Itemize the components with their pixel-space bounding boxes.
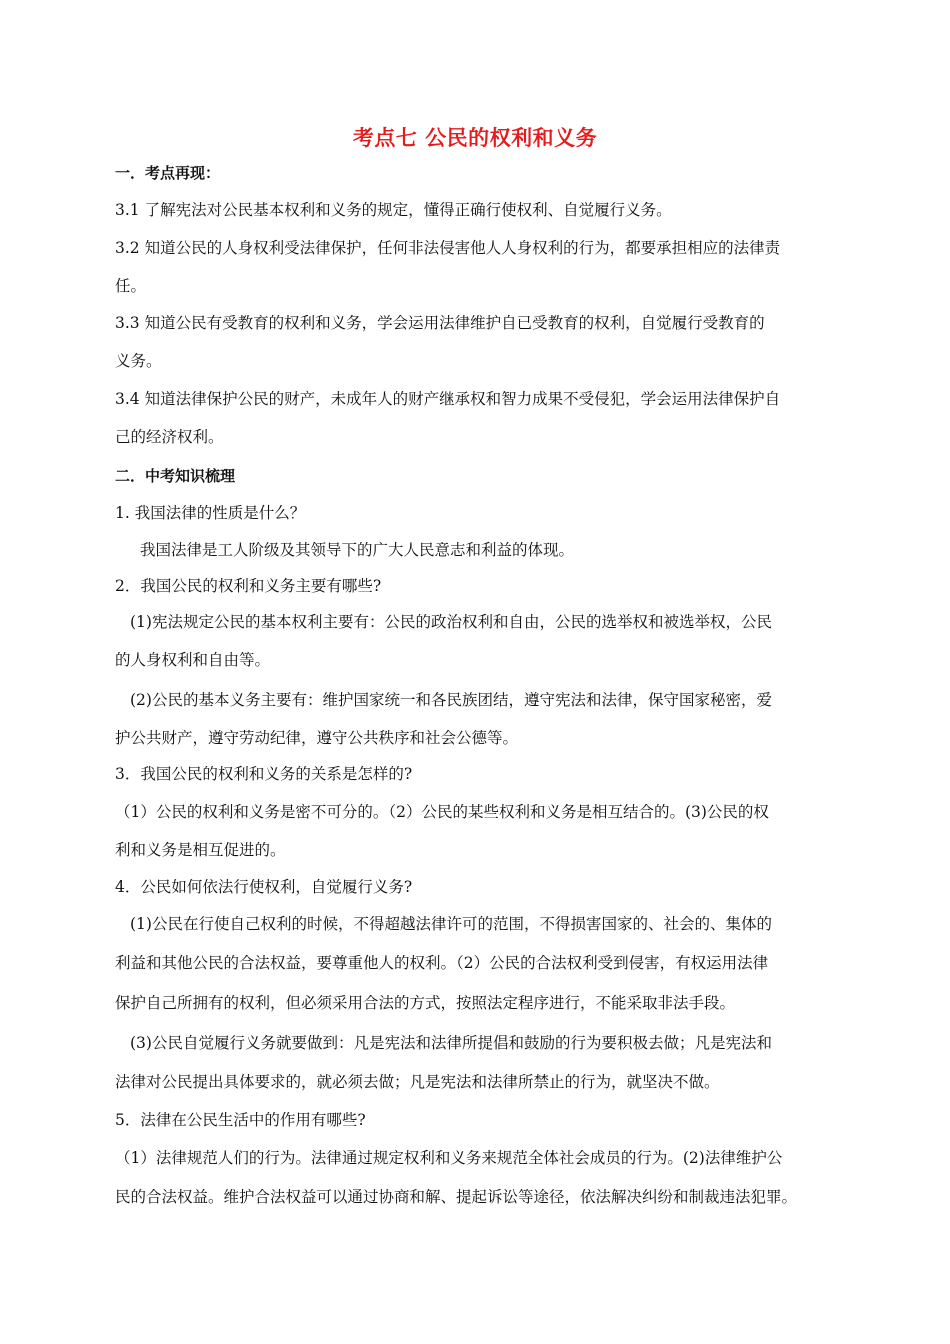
paragraph-line: 3.3 知道公民有受教育的权利和义务，学会运用法律维护自已受教育的权利，自觉履行受教育的 [115,314,765,332]
paragraph-line: 3.1 了解宪法对公民基本权利和义务的规定，懂得正确行使权利、自觉履行义务。 [115,201,672,219]
answer-line: 利益和其他公民的合法权益，要尊重他人的权利。（2）公民的合法权利受到侵害，有权运用法律 [115,954,769,972]
answer-line: (1)宪法规定公民的基本权利主要有：公民的政治权利和自由，公民的选举权和被选举权，公民 [130,613,772,631]
answer-line: (1)公民在行使自己权利的时候，不得超越法律许可的范围，不得损害国家的、社会的、集体的 [130,915,772,933]
answer-line: （1）公民的权利和义务是密不可分的。（2）公民的某些权利和义务是相互结合的。(3)公民的权 [115,803,769,821]
answer-line: 利和义务是相互促进的。 [115,841,286,859]
answer-line: (2)公民的基本义务主要有：维护国家统一和各民族团结，遵守宪法和法律，保守国家秘密，爱 [130,691,772,709]
question-line: 3．我国公民的权利和义务的关系是怎样的? [115,765,413,783]
paragraph-line: 己的经济权利。 [115,428,224,446]
answer-line: 我国法律是工人阶级及其领导下的广大人民意志和利益的体现。 [140,541,575,559]
answer-line: （1）法律规范人们的行为。法律通过规定权利和义务来规范全体社会成员的行为。(2)法律维护公 [115,1149,783,1167]
question-line: 1. 我国法律的性质是什么？ [115,504,306,522]
section-heading-review: 一．考点再现： [115,164,221,182]
answer-line: 民的合法权益。维护合法权益可以通过协商和解、提起诉讼等途径，依法解决纠纷和制裁违法犯罪。 [115,1188,798,1206]
section-heading-summary: 二．中考知识梳理 [115,467,236,485]
question-line: 5．法律在公民生活中的作用有哪些? [115,1111,366,1129]
answer-line: 保护自己所拥有的权利，但必须采用合法的方式，按照法定程序进行，不能采取非法手段。 [115,994,736,1012]
paragraph-line: 任。 [115,277,147,295]
paragraph-line: 3.2 知道公民的人身权利受法律保护，任何非法侵害他人人身权利的行为，都要承担相应的法律责 [115,239,781,257]
question-line: 2．我国公民的权利和义务主要有哪些? [115,577,382,595]
answer-line: 法律对公民提出具体要求的，就必须去做；凡是宪法和法律所禁止的行为，就坚决不做。 [115,1073,720,1091]
answer-line: 护公共财产，遵守劳动纪律，遵守公共秩序和社会公德等。 [115,729,519,747]
paragraph-line: 3.4 知道法律保护公民的财产，未成年人的财产继承权和智力成果不受侵犯，学会运用法律保护自 [115,390,781,408]
answer-line: (3)公民自觉履行义务就要做到：凡是宪法和法律所提倡和鼓励的行为要积极去做；凡是宪法和 [130,1034,772,1052]
paragraph-line: 义务。 [115,352,162,370]
answer-line: 的人身权利和自由等。 [115,651,271,669]
question-line: 4．公民如何依法行使权利，自觉履行义务? [115,878,413,896]
page-title: 考点七 公民的权利和义务 [352,126,598,150]
